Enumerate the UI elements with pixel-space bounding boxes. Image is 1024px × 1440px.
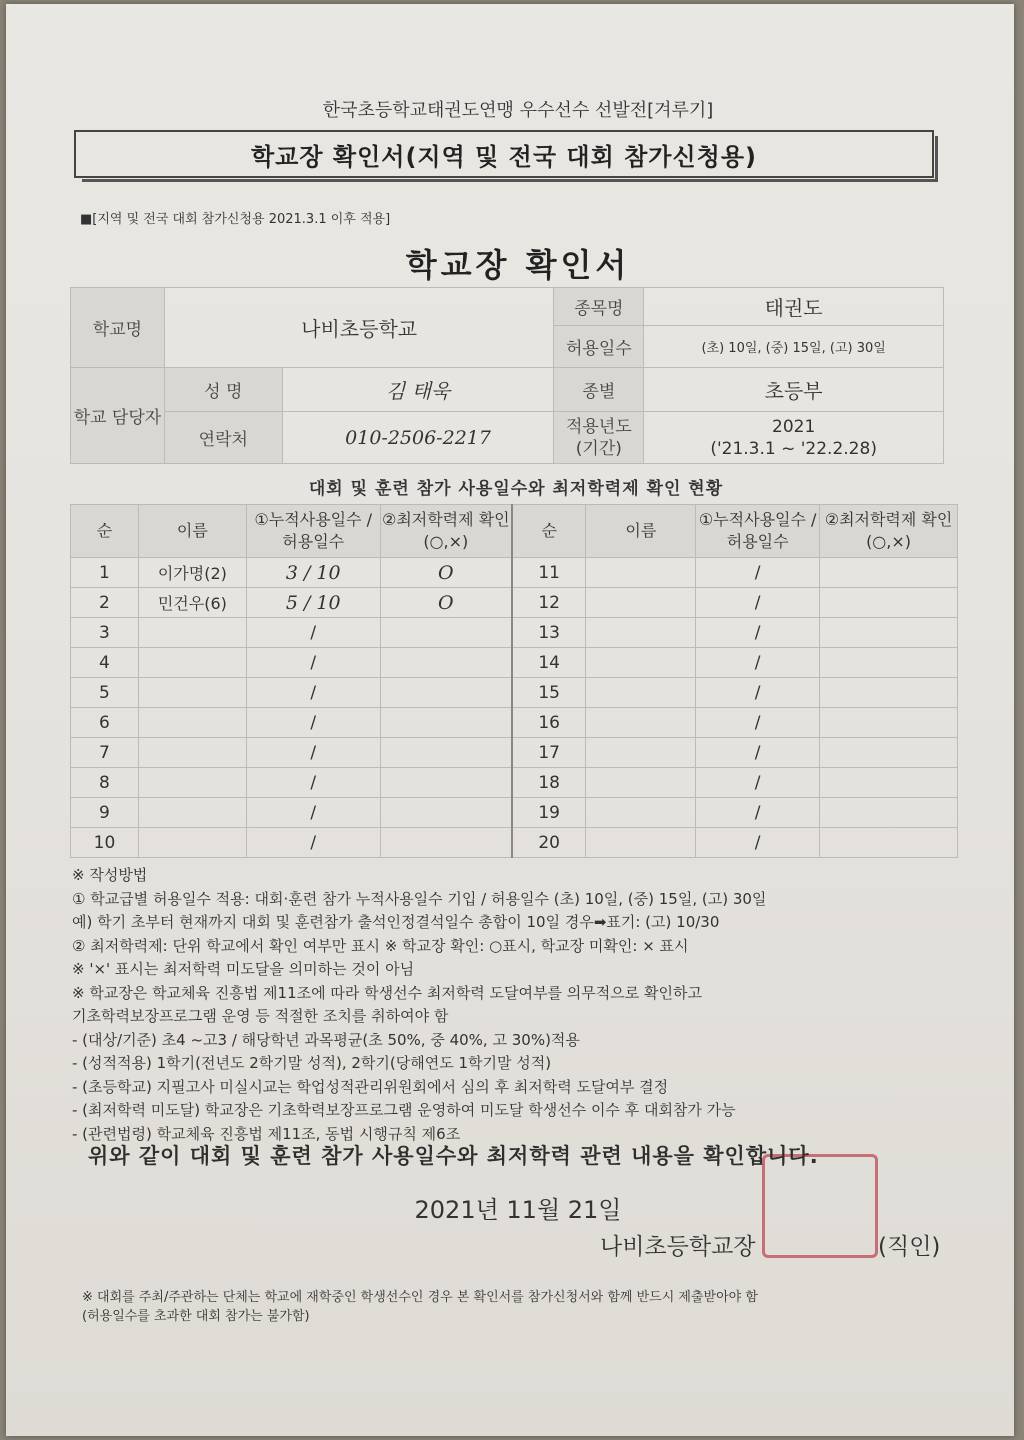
row-no: 9 [71,798,139,828]
instruction-line: 기초학력보장프로그램 운영 등 적절한 조치를 취하여야 함 [72,1007,449,1025]
row-no: 17 [512,738,586,768]
row-check [820,588,958,618]
row-days: / [246,738,380,768]
row-days: / [696,588,820,618]
row-check [380,798,512,828]
info-table [70,287,944,464]
instruction-line: ※ 작성방법 [72,866,148,884]
instruction-line: - (초등학교) 지필고사 미실시교는 학업성적관리위원회에서 심의 후 최저학력 도달여부 결정 [72,1077,669,1096]
confirmation-text: 위와 같이 대회 및 훈련 참가 사용일수와 최저학력 관련 내용을 확인합니다. [88,1144,819,1168]
row-days: / [696,648,820,678]
row-check [380,828,512,858]
row-name [586,678,696,708]
header-days-right: ①누적사용일수 /허용일수 [696,505,820,558]
table-row [71,828,958,858]
row-no: 3 [71,618,139,648]
row-name [138,798,246,828]
row-no: 13 [512,618,586,648]
header-no-right: 순 [512,505,586,558]
row-no: 20 [512,828,586,858]
row-no: 18 [512,768,586,798]
boxed-title [74,130,934,178]
row-days: / [246,648,380,678]
header-name: 이름 [138,505,246,558]
row-check [380,768,512,798]
row-check [820,558,958,588]
name-label: 성 명 [164,368,282,412]
footnote-line: ※ 대회를 주최/주관하는 단체는 학교에 재학중인 학생선수인 경우 본 확인서를 참가신청서와 함께 반드시 제출받아야 함 [82,1290,758,1305]
instruction-line: - (대상/기준) 초4 ~고3 / 해당학년 과목평균(초 50%, 중 40%, 고 30%)적용 [72,1030,580,1049]
allowed-days-value: (초) 10일, (중) 15일, (고) 30일 [644,326,944,368]
row-days: / [696,558,820,588]
row-name [586,558,696,588]
instruction-line: - (관련법령) 학교체육 진흥법 제11조, 동법 시행규칙 제6조 [72,1124,461,1143]
row-name [138,678,246,708]
row-days: / [246,828,380,858]
header-min-grade: ②최저학력제 확인(○,×) [380,505,512,558]
row-days: / [696,708,820,738]
row-days: / [696,798,820,828]
school-label: 학교명 [71,288,165,368]
row-check [380,648,512,678]
row-no: 4 [71,648,139,678]
row-no: 12 [512,588,586,618]
instruction-line: ※ 학교장은 학교체육 진흥법 제11조에 따라 학생선수 최저학력 도달여부를 의무적으로 확인하고 [72,983,702,1002]
table-row [71,558,958,588]
table-row [71,708,958,738]
division-value: 초등부 [644,368,944,412]
row-no: 5 [71,678,139,708]
header-no: 순 [71,505,139,558]
row-no: 14 [512,648,586,678]
federation-title: 한국초등학교태권도연맹 우수선수 선발전[겨루기] [322,100,714,121]
row-name [586,588,696,618]
row-days: / [696,618,820,648]
header-min-grade-right: ②최저학력제 확인(○,×) [820,505,958,558]
header-name-right: 이름 [586,505,696,558]
footnote-line: (허용일수를 초과한 대회 참가는 불가함) [82,1309,310,1324]
row-no: 6 [71,708,139,738]
row-days: / [246,678,380,708]
instruction-line: - (최저학력 미도달) 학교장은 기초학력보장프로그램 운영하여 미도달 학생선수 이수 후 대회참가 가능 [72,1101,736,1119]
row-check [380,738,512,768]
instruction-line: ※ '×' 표시는 최저학력 미도달을 의미하는 것이 아님 [72,960,415,978]
row-days: / [696,678,820,708]
allowed-days-label: 허용일수 [554,326,644,368]
document-page [6,4,1014,1436]
row-no: 11 [512,558,586,588]
row-check [820,648,958,678]
table-row [71,588,958,618]
instructions [72,864,962,1146]
row-check [820,798,958,828]
table-row [71,618,958,648]
table-row [71,648,958,678]
table-row [71,738,958,768]
table-row [71,678,958,708]
row-no: 15 [512,678,586,708]
row-no: 10 [71,828,139,858]
event-label: 종목명 [554,288,644,326]
row-days: / [696,828,820,858]
event-value: 태권도 [644,288,944,326]
contact-label: 연락처 [164,412,282,464]
row-no: 8 [71,768,139,798]
school-value: 나비초등학교 [164,288,554,368]
row-name [138,648,246,678]
row-name [586,828,696,858]
row-name [138,738,246,768]
header-days: ①누적사용일수 /허용일수 [246,505,380,558]
row-days: 5 / 10 [246,588,380,618]
table-row [71,798,958,828]
instruction-line: - (성적적용) 1학기(전년도 2학기말 성적), 2학기(당해연도 1학기말 성적) [72,1054,552,1072]
instruction-line: 예) 학기 초부터 현재까지 대회 및 훈련참가 출석인정결석일수 총합이 10일 경우➡표기: (고) 10/30 [72,913,720,931]
row-name [586,738,696,768]
row-days: / [246,708,380,738]
row-check [380,708,512,738]
row-name [138,618,246,648]
row-check: O [380,558,512,588]
row-name [138,768,246,798]
row-name [586,798,696,828]
row-days: 3 / 10 [246,558,380,588]
row-days: / [696,768,820,798]
name-value: 김 태욱 [282,368,554,412]
row-name: 민건우(6) [138,588,246,618]
row-check [820,738,958,768]
row-check [380,618,512,648]
row-check [380,678,512,708]
row-no: 7 [71,738,139,768]
row-check [820,708,958,738]
year-value: 2021 [772,416,816,437]
row-no: 2 [71,588,139,618]
footnote [82,1288,758,1326]
manager-label: 학교 담당자 [71,368,165,464]
form-title: 학교장 확인서 [405,246,631,284]
row-check: O [380,588,512,618]
row-name [586,768,696,798]
division-label: 종별 [554,368,644,412]
issue-date: 2021년 11월 21일 [414,1196,622,1224]
applicability-note: ■[지역 및 전국 대회 참가신청용 2021.3.1 이후 적용] [80,212,391,227]
status-table [70,504,958,858]
row-no: 19 [512,798,586,828]
row-name [586,648,696,678]
table-row [71,768,958,798]
row-days: / [696,738,820,768]
row-days: / [246,618,380,648]
row-check [820,678,958,708]
seal-tag: (직인) [878,1234,941,1260]
row-name [586,708,696,738]
row-no: 1 [71,558,139,588]
row-check [820,828,958,858]
instruction-line: ② 최저학력제: 단위 학교에서 확인 여부만 표시 ※ 학교장 확인: ○표시, 학교장 미확인: × 표시 [72,936,689,955]
period-value: ('21.3.1 ~ '22.2.28) [710,438,877,459]
year-label: 적용년도 (기간) [554,412,644,464]
row-check [820,768,958,798]
instruction-line: ① 학교급별 허용일수 적용: 대회·훈련 참가 누적사용일수 기입 / 허용일수 (초) 10일, (중) 15일, (고) 30일 [72,889,767,908]
row-name [586,618,696,648]
row-name [138,828,246,858]
row-days: / [246,798,380,828]
row-check [820,618,958,648]
row-days: / [246,768,380,798]
year-cell [644,412,944,464]
contact-value: 010-2506-2217 [282,412,554,464]
principal-signature: 나비초등학교장 [600,1234,756,1260]
row-name [138,708,246,738]
row-name: 이가명(2) [138,558,246,588]
boxed-title-text: 학교장 확인서(지역 및 전국 대회 참가신청용) [250,142,758,171]
status-title: 대회 및 훈련 참가 사용일수와 최저학력제 확인 현황 [308,479,724,499]
row-no: 16 [512,708,586,738]
